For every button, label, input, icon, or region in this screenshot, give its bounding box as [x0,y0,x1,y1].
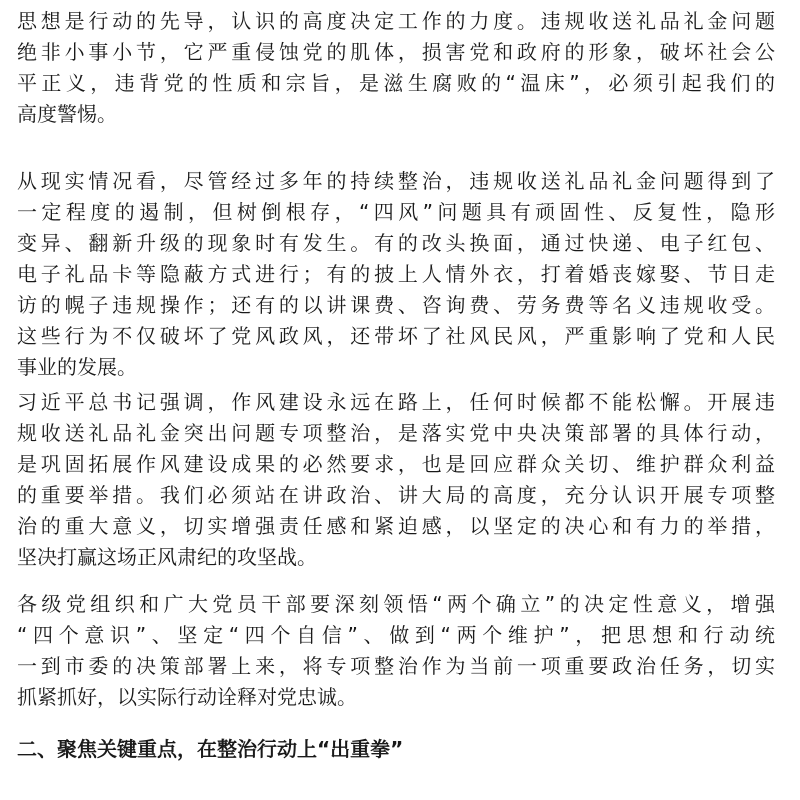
text-line: 变异、翻新升级的现象时有发生。有的改头换面，通过快递、电子红包、 [17,231,775,255]
text-line: 高度警惕。 [17,102,117,126]
text-line: 是巩固拓展作风建设成果的必然要求，也是回应群众关切、维护群众利益 [17,452,775,476]
text-line: 事业的发展。 [17,355,137,379]
section-heading [17,734,775,765]
text-line: 这些行为不仅破坏了党风政风，还带坏了社风民风，严重影响了党和人民 [17,324,775,348]
text-line: 治的重大意义，切实增强责任感和紧迫感，以坚定的决心和有力的举措， [17,514,775,538]
text-line: 规收送礼品礼金突出问题专项整治，是落实党中央决策部署的具体行动， [17,421,775,445]
text-line: 电子礼品卡等隐蔽方式进行；有的披上人情外衣，打着婚丧嫁娶、节日走 [17,262,775,286]
paragraph-4 [17,589,775,713]
text-line: 习近平总书记强调，作风建设永远在路上，任何时候都不能松懈。开展违 [17,390,775,414]
paragraph-2 [17,166,775,383]
text-line: 的重要举措。我们必须站在讲政治、讲大局的高度，充分认识开展专项整 [17,483,775,507]
text-line: 各级党组织和广大党员干部要深刻领悟“两个确立”的决定性意义，增强 [17,592,775,616]
text-line: 坚决打赢这场正风肃纪的攻坚战。 [17,545,317,569]
text-line: 抓紧抓好，以实际行动诠释对党忠诚。 [17,685,357,709]
text-line: 从现实情况看，尽管经过多年的持续整治，违规收送礼品礼金问题得到了 [17,169,775,193]
text-line: 一到市委的决策部署上来，将专项整治作为当前一项重要政治任务，切实 [17,654,775,678]
text-line: 访的幌子违规操作；还有的以讲课费、咨询费、劳务费等名义违规收受。 [17,293,775,317]
text-line: 思想是行动的先导，认识的高度决定工作的力度。违规收送礼品礼金问题 [17,9,775,33]
paragraph-1 [17,6,775,130]
paragraph-3 [17,387,775,573]
text-line: 绝非小事小节，它严重侵蚀党的肌体，损害党和政府的形象，破坏社会公 [17,40,775,64]
text-line: “四个意识”、坚定“四个自信”、做到“两个维护”，把思想和行动统 [17,623,775,647]
text-line: 平正义，违背党的性质和宗旨，是滋生腐败的“温床”，必须引起我们的 [17,71,775,95]
text-line: 一定程度的遏制，但树倒根存，“四风”问题具有顽固性、反复性，隐形 [17,200,775,224]
section-heading-text: 二、聚焦关键重点，在整治行动上“出重拳” [17,737,404,761]
